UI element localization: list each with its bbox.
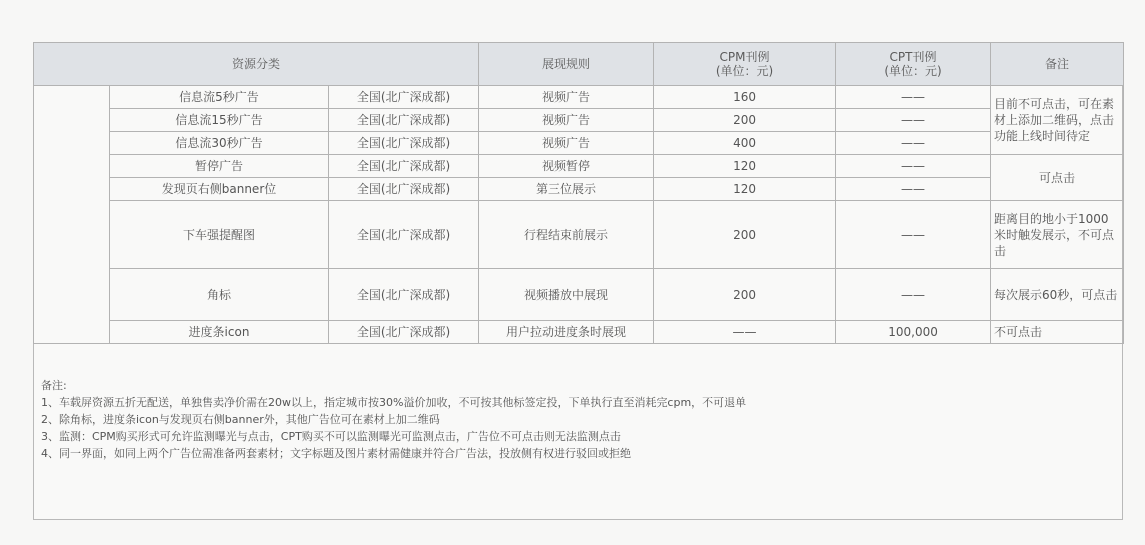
ad-name: 下车强提醒图 [110,201,329,269]
table-header-row [34,43,1124,86]
table-row [34,269,1124,321]
header-cpm-unit: (单位：元) [715,64,774,78]
rate-card-document [33,42,1123,520]
ad-remark: 距离目的地小于1000米时触发展示，不可点击 [991,201,1124,269]
ad-rule: 视频广告 [479,132,654,155]
ad-name: 信息流30秒广告 [110,132,329,155]
ad-cpm: 200 [654,269,836,321]
footnotes-title: 备注: [41,379,67,392]
table-row [34,321,1124,344]
ad-cpt: —— [836,155,991,178]
ad-cpt: —— [836,132,991,155]
header-cpm-title: CPM刊例 [719,50,770,64]
rate-card-table [33,42,1124,344]
ad-cpm: 160 [654,86,836,109]
table-row [34,178,1124,201]
header-cpt [836,43,991,86]
ad-region: 全国(北广深成都) [329,109,479,132]
ad-cpt: —— [836,178,991,201]
header-remark: 备注 [991,43,1124,86]
ad-cpm: 120 [654,178,836,201]
ad-cpt: —— [836,86,991,109]
header-cpt-title: CPT刊例 [889,50,937,64]
ad-region: 全国(北广深成都) [329,86,479,109]
ad-name: 暂停广告 [110,155,329,178]
footnote-3: 3、监测：CPM购买形式可允许监测曝光与点击，CPT购买不可以监测曝光可监测点击，广告位不可点击则无法监测点击 [41,430,621,443]
ad-cpm: 120 [654,155,836,178]
ad-cpm: —— [654,321,836,344]
ad-rule: 用户拉动进度条时展现 [479,321,654,344]
footnote-1: 1、车载屏资源五折无配送，单独售卖净价需在20w以上，指定城市按30%溢价加收，不可按其他标签定投，下单执行直至消耗完cpm，不可退单 [41,396,747,409]
header-category: 资源分类 [34,43,479,86]
table-row [34,132,1124,155]
ad-region: 全国(北广深成都) [329,178,479,201]
ad-region: 全国(北广深成都) [329,132,479,155]
header-cpt-unit: (单位：元) [884,64,942,78]
ad-cpm: 200 [654,109,836,132]
ad-rule: 行程结束前展示 [479,201,654,269]
ad-name: 进度条icon [110,321,329,344]
ad-name: 发现页右侧banner位 [110,178,329,201]
table-row [34,109,1124,132]
footnote-4: 4、同一界面，如同上两个广告位需准备两套素材；文字标题及图片素材需健康并符合广告法，投放侧有权进行驳回或拒绝 [41,447,631,460]
table-row [34,86,1124,109]
ad-cpm: 200 [654,201,836,269]
ad-remark: 可点击 [991,155,1124,201]
ad-name: 信息流5秒广告 [110,86,329,109]
footnotes [41,377,746,462]
ad-region: 全国(北广深成都) [329,321,479,344]
header-cpm [654,43,836,86]
ad-region: 全国(北广深成都) [329,155,479,178]
ad-cpt: —— [836,201,991,269]
ad-rule: 视频广告 [479,109,654,132]
ad-remark: 每次展示60秒，可点击 [991,269,1124,321]
ad-rule: 视频暂停 [479,155,654,178]
ad-cpm: 400 [654,132,836,155]
category-group-cell [34,86,110,344]
ad-remark: 目前不可点击，可在素材上添加二维码，点击功能上线时间待定 [991,86,1124,155]
ad-cpt: 100,000 [836,321,991,344]
ad-cpt: —— [836,269,991,321]
ad-rule: 第三位展示 [479,178,654,201]
table-row [34,155,1124,178]
footnote-2: 2、除角标，进度条icon与发现页右侧banner外，其他广告位可在素材上加二维码 [41,413,440,426]
ad-name: 角标 [110,269,329,321]
ad-rule: 视频广告 [479,86,654,109]
ad-region: 全国(北广深成都) [329,201,479,269]
header-rule: 展现规则 [479,43,654,86]
ad-rule: 视频播放中展现 [479,269,654,321]
ad-cpt: —— [836,109,991,132]
table-row [34,201,1124,269]
ad-region: 全国(北广深成都) [329,269,479,321]
ad-name: 信息流15秒广告 [110,109,329,132]
ad-remark: 不可点击 [991,321,1124,344]
